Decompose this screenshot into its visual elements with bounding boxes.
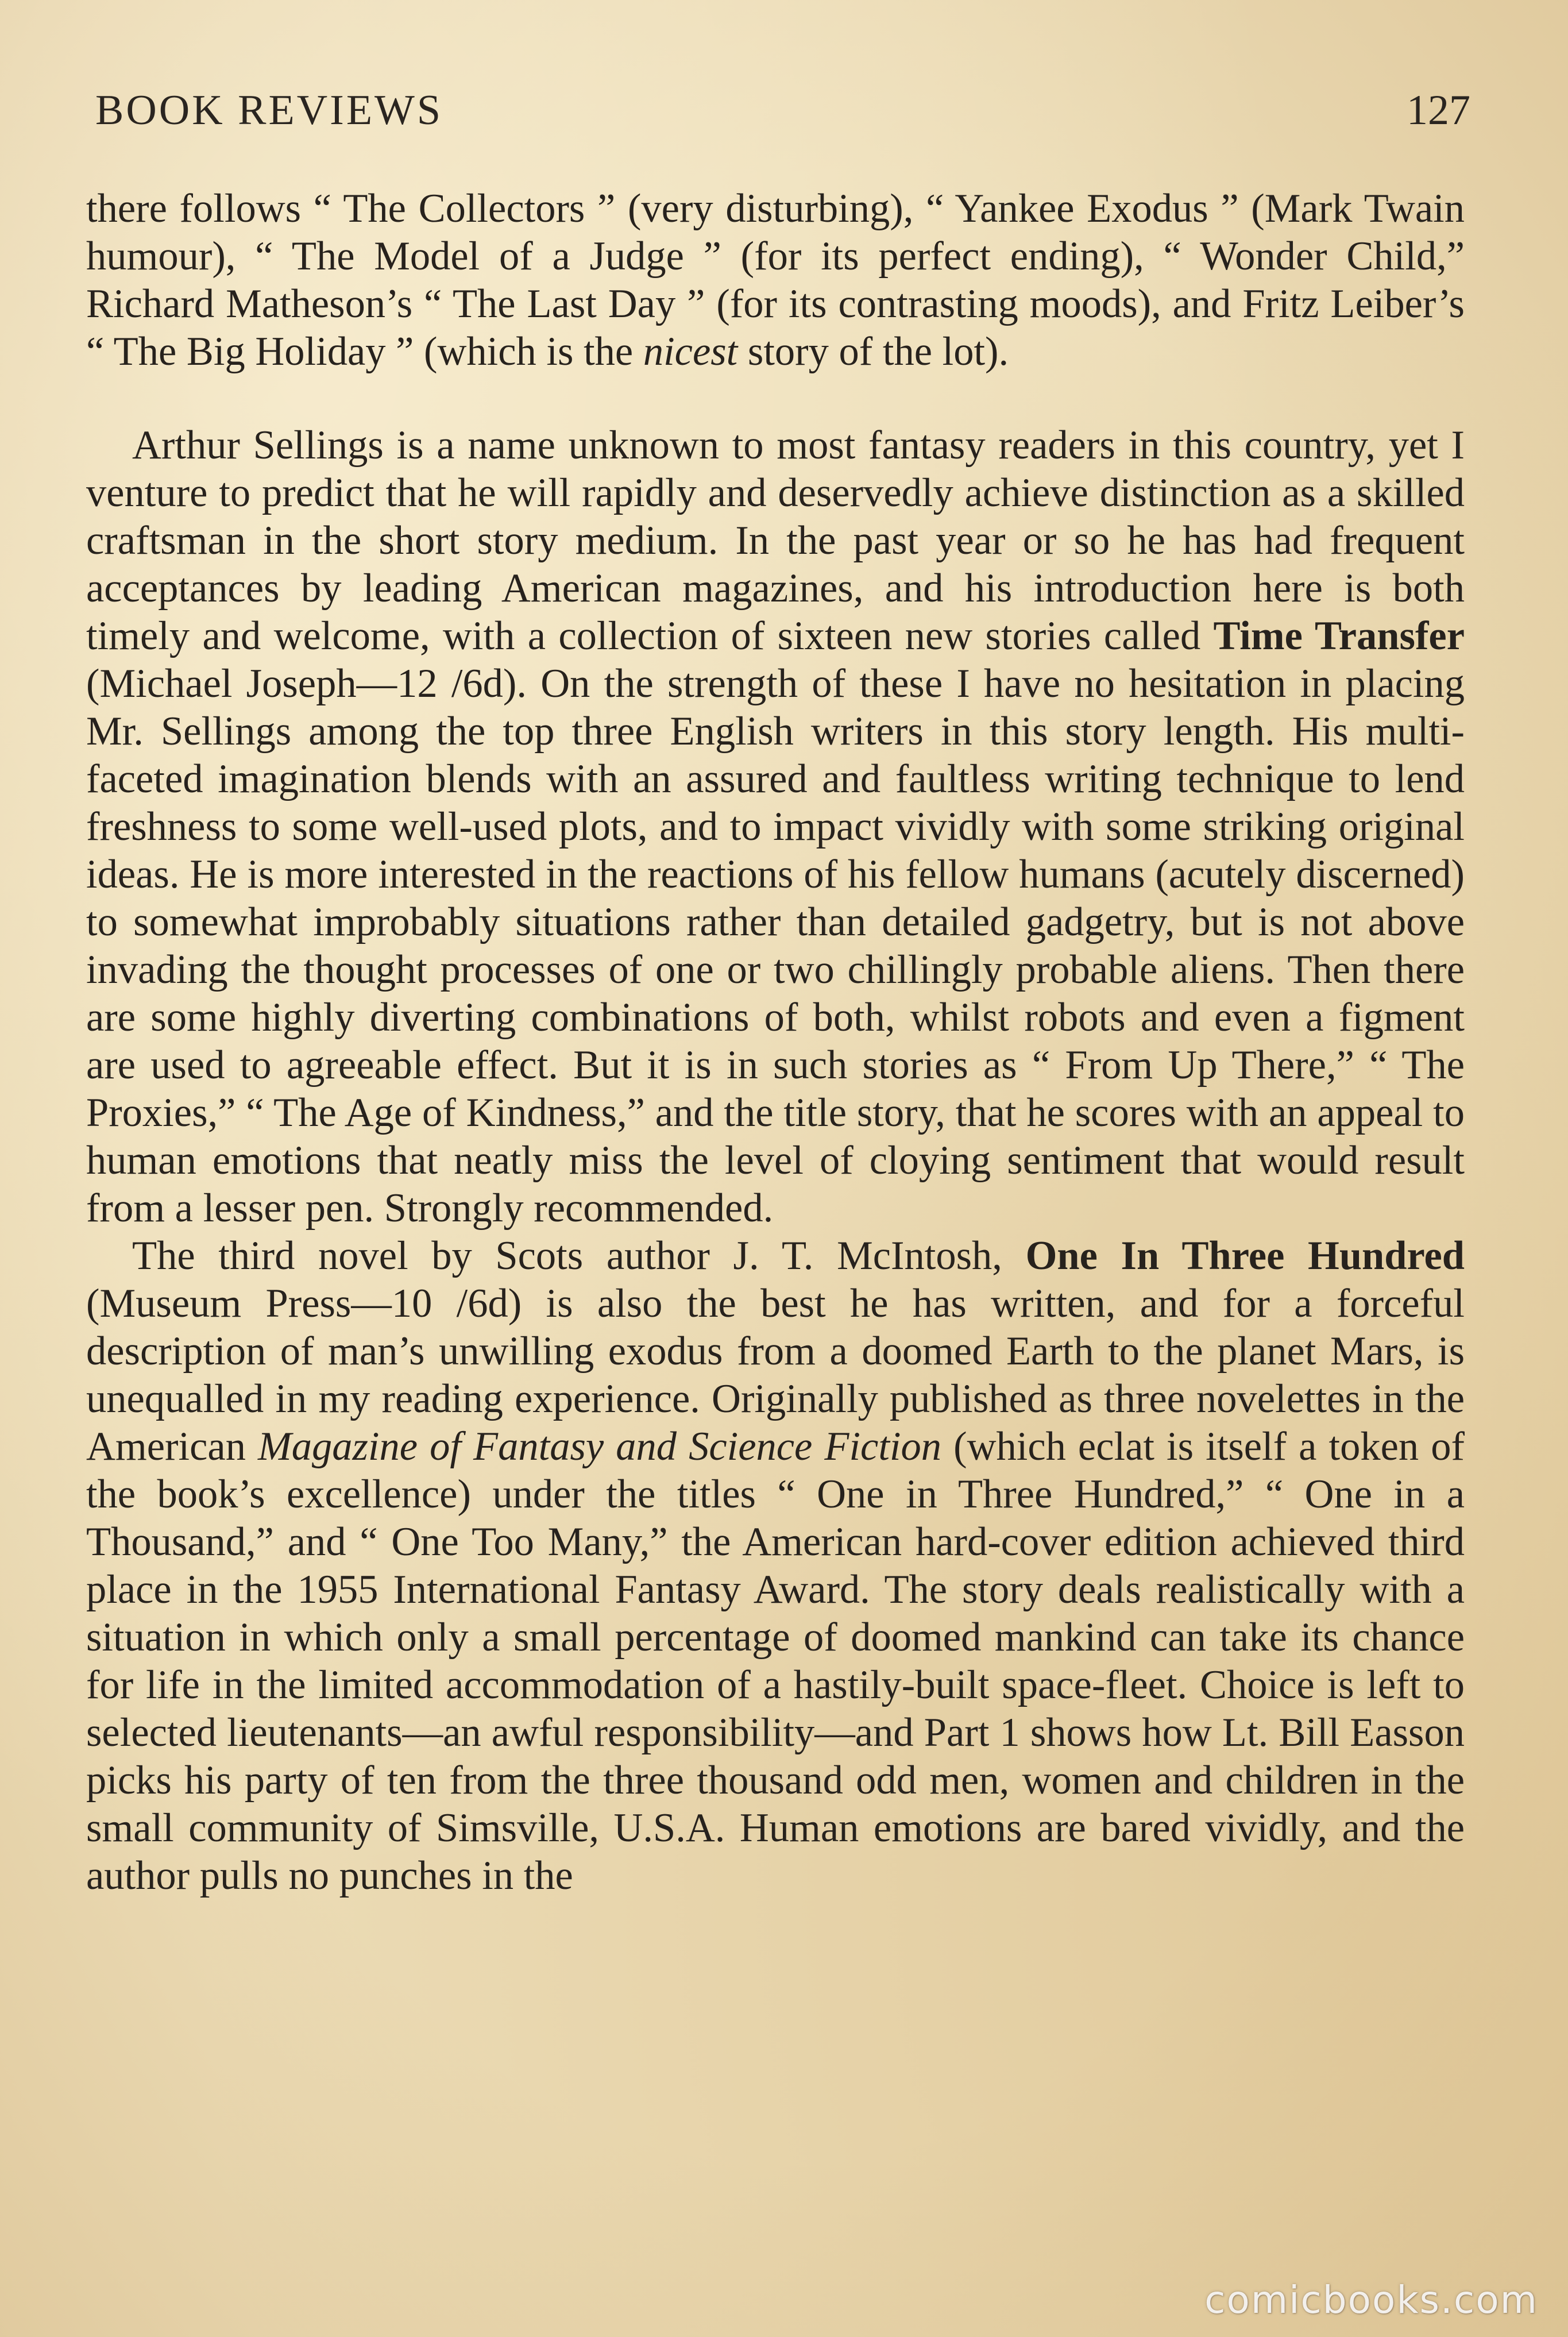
text-segment: (Michael Joseph—12 /6d). On the strength of these I have no hesitation in placing Mr. Sellings among the top three English writers in this story length. His multi-faceted imagination blends with an assured and faultless writing technique to lend freshness to some well-used plots, and to impact vividly with some striking original ideas. He is more interested in the reactions of his fellow humans (acutely discerned) to somewhat improbably situations rather than detailed gadgetry, but is not above invading the thought processes of one or two chillingly probable aliens. Then there are some highly diverting combinations of both, whilst robots and even a figment are used to agreeable effect. But it is in such stories as “ From Up There,” “ The Proxies,” “ The Age of Kindness,” and the title story, that he scores with an appeal to human emotions that neatly miss the level of cloying sentiment that would result from a lesser pen. Strongly recommended. — [86, 661, 1465, 1231]
italic-text: nicest — [643, 329, 738, 374]
review-body — [86, 185, 1465, 1900]
italic-text: Magazine of Fantasy and Science Fiction — [258, 1424, 942, 1469]
paragraph — [86, 185, 1465, 376]
text-segment: (Museum Press—10 /6d) is also the best he has written, and for a forceful description of man’s unwilling exodus from a doomed Earth to the planet Mars, is unequalled in my reading experience. Originally published as three novelettes in the American — [86, 1281, 1465, 1469]
book-title: Time Transfer — [1213, 614, 1465, 658]
page-number: 127 — [1407, 87, 1470, 134]
book-title: One In Three Hundred — [1025, 1233, 1465, 1278]
page-header — [95, 86, 1470, 149]
paragraph — [86, 1232, 1465, 1900]
text-segment: The third novel by Scots author J. T. McIntosh, — [132, 1233, 1026, 1278]
running-head: BOOK REVIEWS — [95, 87, 443, 134]
text-segment: there follows “ The Collectors ” (very disturbing), “ Yankee Exodus ” (Mark Twain humour), “ The Model of a Judge ” (for its perfect ending), “ Wonder Child,” Richard Matheson’s “ The Last Day ” (for its contrasting moods), and Fritz Leiber’s “ The Big Holiday ” (which is the — [86, 186, 1465, 374]
text-segment: (which eclat is itself a token of the book’s excellence) under the titles “ One in Three Hundred,” “ One in a Thousand,” and “ One Too Many,” the American hard-cover edition achieved third place in the 1955 International Fantasy Award. The story deals realistically with a situation in which only a small percentage of doomed mankind can take its chance for life in the limited accommodation of a hastily-built space-fleet. Choice is left to selected lieutenants—an awful responsibility—and Part 1 shows how Lt. Bill Easson picks his party of ten from the three thousand odd men, women and children in the small community of Simsville, U.S.A. Human emotions are bared vividly, and the author pulls no punches in the — [86, 1424, 1465, 1898]
text-segment: story of the lot). — [737, 329, 1009, 374]
watermark: comicbooks.com — [1204, 2278, 1538, 2322]
paragraph-gap — [86, 376, 1465, 422]
paragraph — [86, 422, 1465, 1232]
text-segment: Arthur Sellings is a name unknown to most fantasy readers in this country, yet I venture to predict that he will rapidly and deservedly achieve distinction as a skilled craftsman in the short story medium. In the past year or so he has had frequent acceptances by leading American magazines, and his introduction here is both timely and welcome, with a collection of sixteen new stories called — [86, 423, 1465, 658]
